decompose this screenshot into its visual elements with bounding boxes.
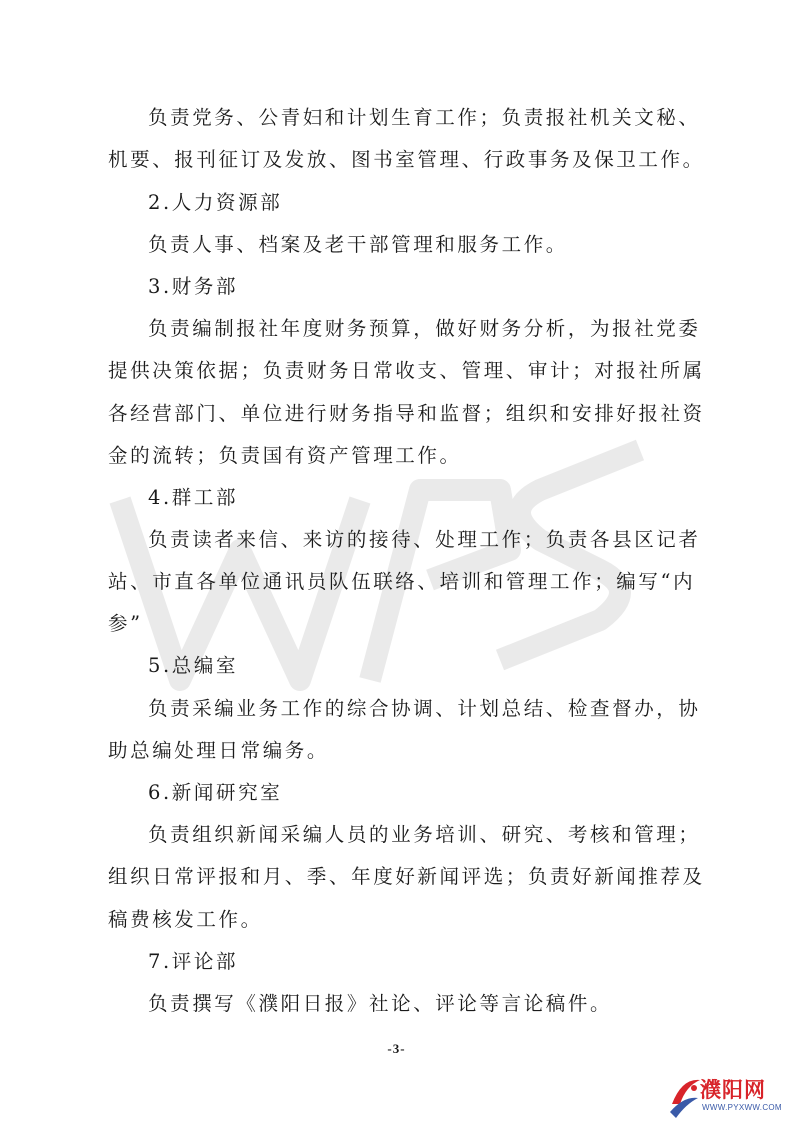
section-heading-editorial-office: 5.总编室 (148, 654, 239, 677)
text-line-22: 负责撰写《濮阳日报》社论、评论等言论稿件。 (148, 992, 613, 1015)
text-line-9: 金的流转；负责国有资产管理工作。 (108, 444, 462, 467)
text-line-8: 各经营部门、单位进行财务指导和监督；组织和安排好报社资 (108, 402, 705, 425)
text-line-11: 负责读者来信、来访的接待、处理工作；负责各县区记者 (148, 528, 701, 551)
section-heading-hr: 2.人力资源部 (148, 191, 283, 214)
site-logo[interactable] (668, 1072, 793, 1122)
logo-name: 濮阳网 (700, 1078, 766, 1102)
text-line-4: 负责人事、档案及老干部管理和服务工作。 (148, 233, 568, 256)
section-heading-mass-work: 4.群工部 (148, 486, 239, 509)
text-line-2: 机要、报刊征订及发放、图书室管理、行政事务及保卫工作。 (108, 148, 705, 171)
text-line-15: 负责采编业务工作的综合协调、计划总结、检查督办，协 (148, 697, 701, 720)
swoosh-logo-icon (668, 1074, 702, 1118)
text-line-20: 稿费核发工作。 (108, 908, 263, 931)
text-line-12: 站、市直各单位通讯员队伍联络、培训和管理工作；编写“内 (108, 570, 696, 593)
text-line-13: 参” (108, 612, 143, 635)
text-line-19: 组织日常评报和月、季、年度好新闻评选；负责好新闻推荐及 (108, 865, 705, 888)
section-heading-commentary: 7.评论部 (148, 950, 239, 973)
section-heading-finance: 3.财务部 (148, 275, 239, 298)
text-line-18: 负责组织新闻采编人员的业务培训、研究、考核和管理； (148, 823, 701, 846)
text-line-7: 提供决策依据；负责财务日常收支、管理、审计；对报社所属 (108, 359, 705, 382)
logo-url: WWW.PYXWW.COM (702, 1103, 782, 1112)
text-line-16: 助总编处理日常编务。 (108, 739, 330, 762)
page-number: -3- (387, 1041, 406, 1056)
text-line-6: 负责编制报社年度财务预算，做好财务分析，为报社党委 (148, 317, 701, 340)
text-line-1: 负责党务、公青妇和计划生育工作；负责报社机关文秘、 (148, 106, 701, 129)
section-heading-news-research: 6.新闻研究室 (148, 781, 283, 804)
